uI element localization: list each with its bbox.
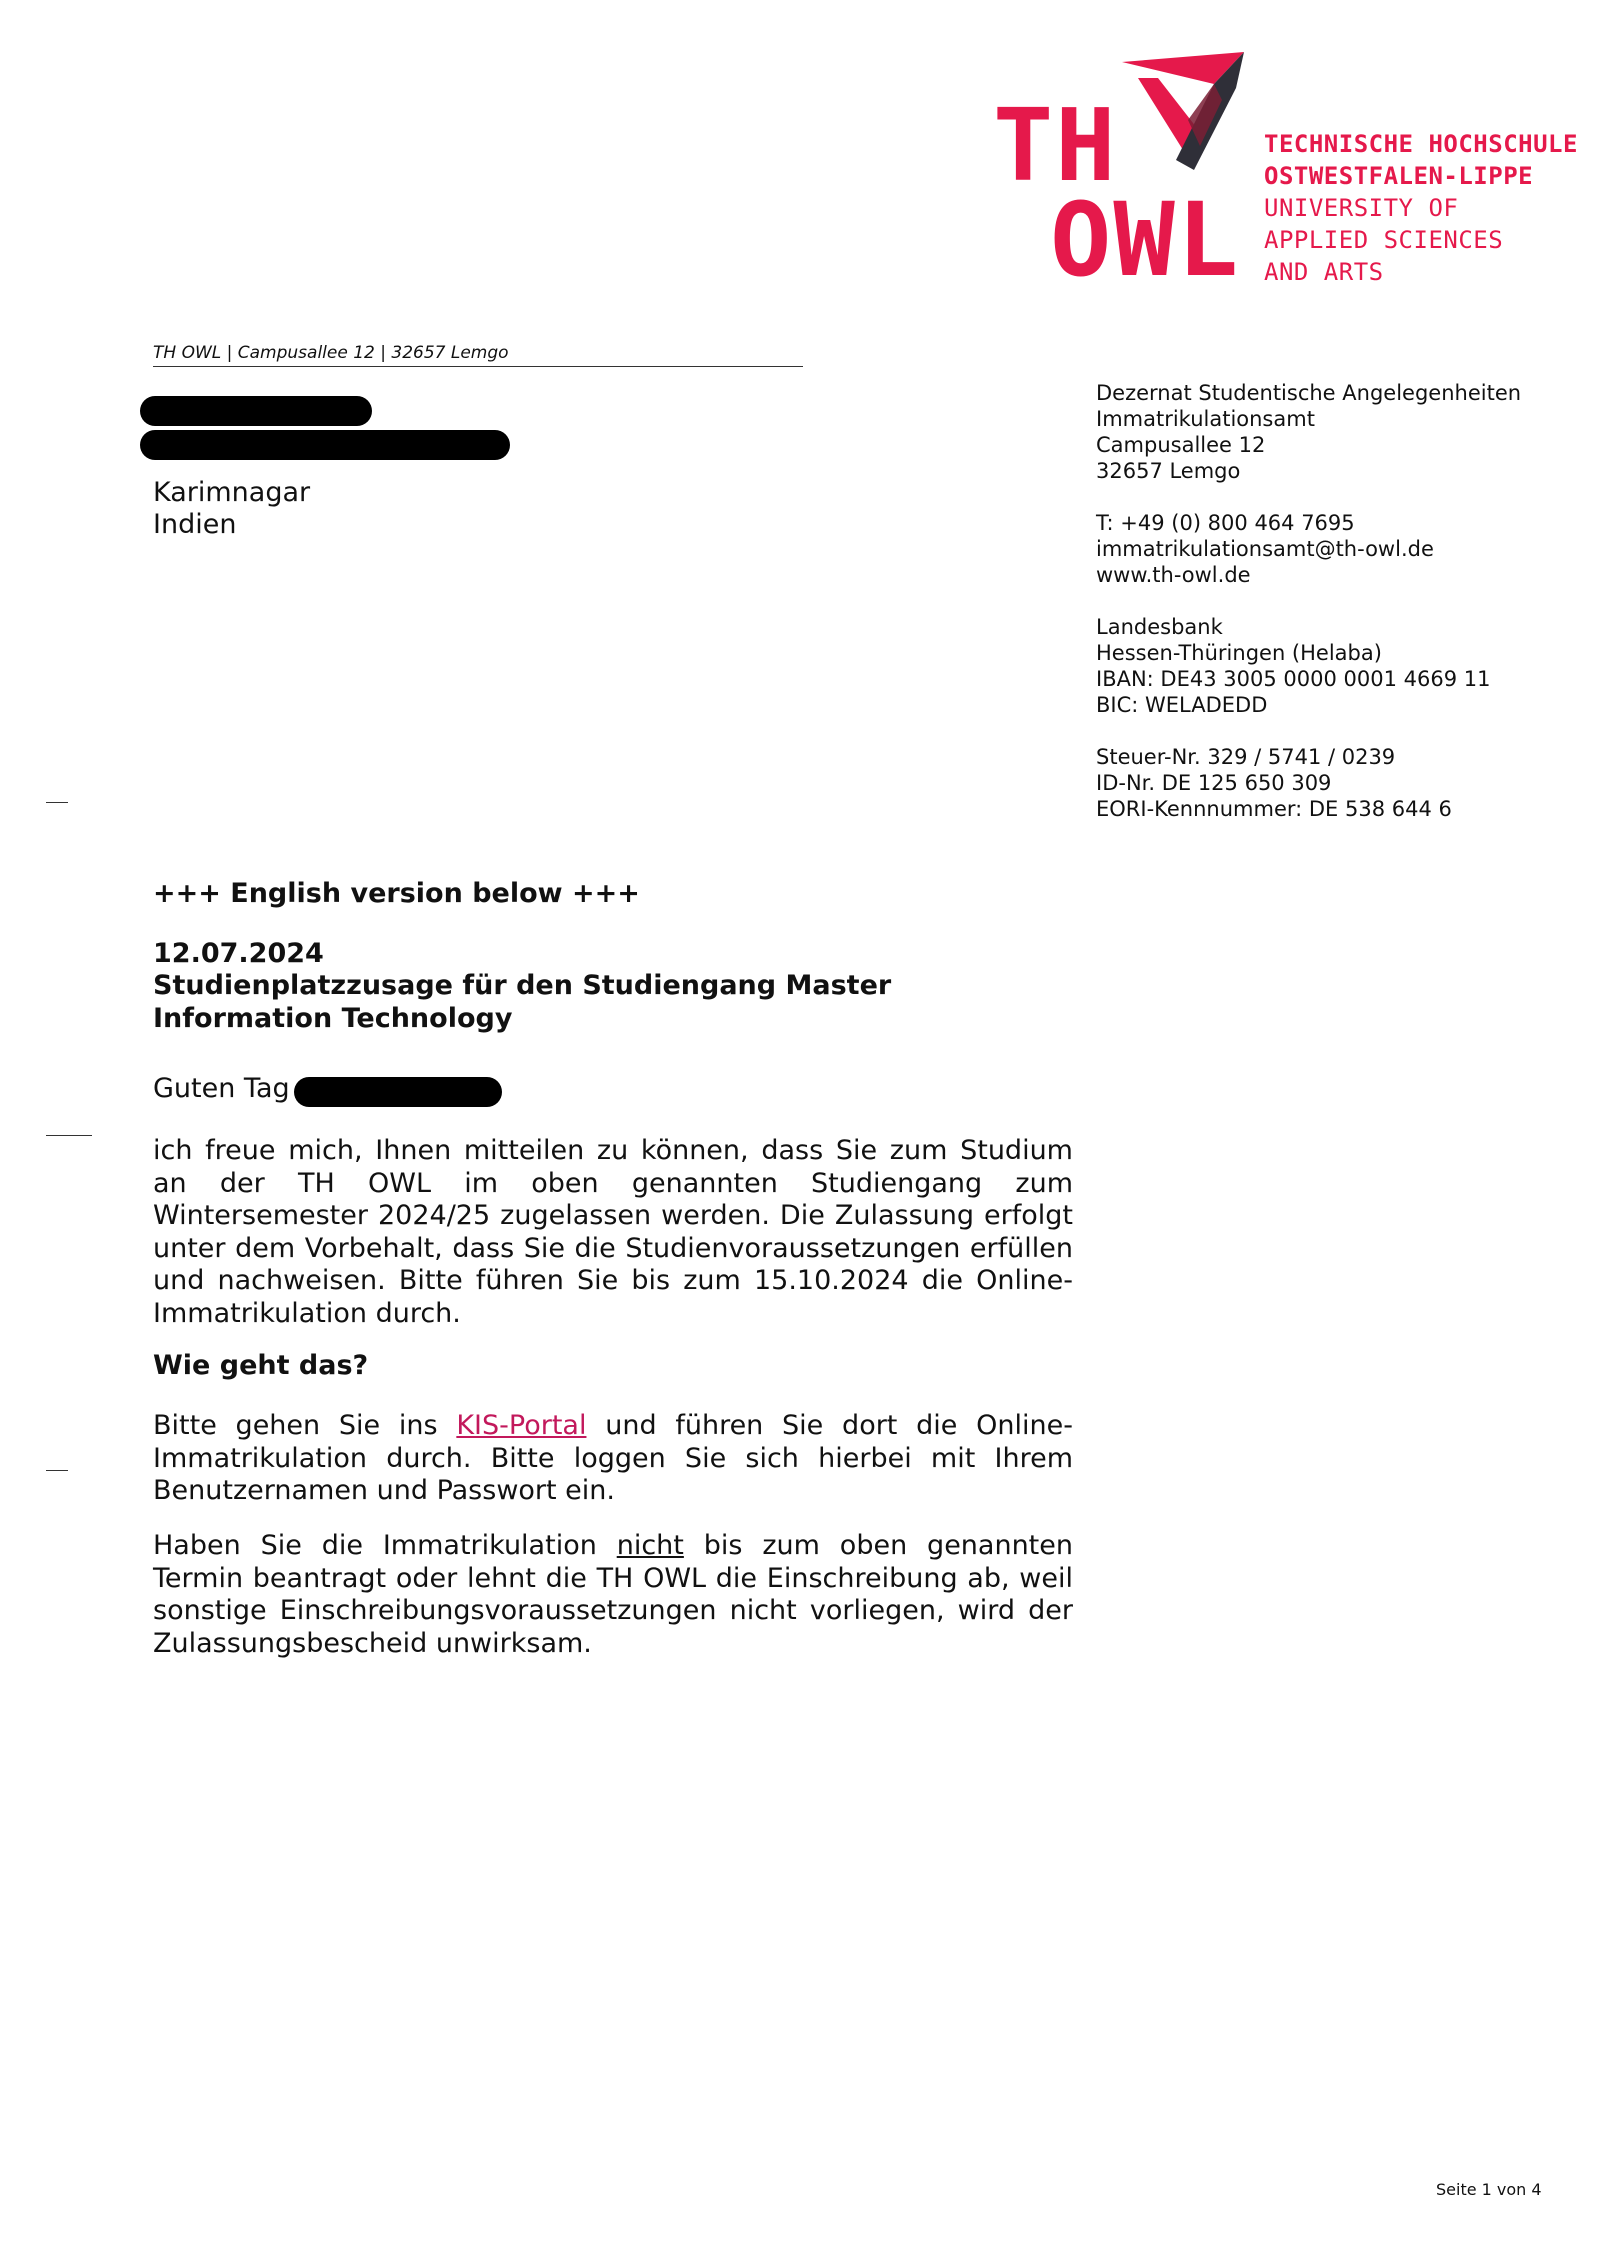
- page-number: Seite 1 von 4: [1436, 2180, 1542, 2199]
- redaction-mark: [140, 430, 510, 460]
- office-line: Dezernat Studentische Angelegenheiten: [1096, 381, 1522, 405]
- redaction-mark: [140, 396, 372, 426]
- tax-line: ID-Nr. DE 125 650 309: [1096, 771, 1332, 795]
- recipient-country: Indien: [153, 509, 237, 540]
- logo-line-4: APPLIED SCIENCES: [1264, 226, 1504, 254]
- logo-owl-wordmark: OWL: [1050, 181, 1241, 300]
- letter-date: 12.07.2024: [153, 938, 324, 969]
- office-line: Immatrikulationsamt: [1096, 407, 1315, 431]
- para3-text: bis zum oben genannten Termin beantragt oder lehnt die TH OWL die Einschreibung ab, weil sonstige Einschreibungsvoraussetzungen nicht vorliegen, wird der Zulassungsbescheid unwirksam.: [153, 1530, 1073, 1659]
- fold-mark: [46, 802, 68, 803]
- para2-text: Bitte gehen Sie ins: [153, 1410, 457, 1441]
- logo-line-3: UNIVERSITY OF: [1264, 194, 1459, 222]
- logo-institution-name: [1264, 128, 1578, 288]
- logo-th-wordmark: TH: [993, 87, 1118, 204]
- emphasis-not: nicht: [616, 1530, 684, 1561]
- para2-text: und führen Sie dort die Online-Immatrikulation durch. Bitte loggen Sie sich hierbei mit Ihrem Benutzernamen und Passwort ein.: [153, 1410, 1073, 1506]
- bank-block: [1096, 614, 1521, 718]
- sender-address-line: TH OWL | Campusallee 12 | 32657 Lemgo: [153, 343, 803, 367]
- tax-block: [1096, 744, 1521, 822]
- para3-text: Haben Sie die Immatrikulation: [153, 1530, 617, 1561]
- admission-paragraph: ich freue mich, Ihnen mitteilen zu können, dass Sie zum Studium an der TH OWL im oben genannten Studiengang zum Wintersemester 2024/25 zugelassen werden. Die Zulassung erfolgt unter dem Vorbehalt, dass Sie die Studienvoraussetzungen erfüllen und nachweisen. Bitte führen Sie bis zum 15.10.2024 die Online-Immatrikulation durch.: [153, 1135, 1073, 1329]
- bank-line: BIC: WELADEDD: [1096, 693, 1268, 717]
- logo-line-5: AND ARTS: [1264, 258, 1384, 286]
- bank-line: IBAN: DE43 3005 0000 0001 4669 11: [1096, 667, 1491, 691]
- logo-line-2: OSTWESTFALEN-LIPPE: [1264, 162, 1534, 190]
- tax-line: EORI-Kennnummer: DE 538 644 6: [1096, 797, 1452, 821]
- kis-portal-link[interactable]: KIS-Portal: [456, 1410, 587, 1441]
- deadline-paragraph: [153, 1530, 1073, 1660]
- greeting: [153, 1073, 1073, 1106]
- website-url: www.th-owl.de: [1096, 563, 1251, 587]
- email-address: immatrikulationsamt@th-owl.de: [1096, 537, 1434, 561]
- redaction-mark: [294, 1077, 502, 1107]
- contact-info-column: [1096, 380, 1521, 848]
- phone-number: T: +49 (0) 800 464 7695: [1096, 511, 1355, 535]
- logo-triangle-icon: [1118, 48, 1250, 174]
- section-heading: Wie geht das?: [153, 1350, 369, 1381]
- greeting-text: Guten Tag: [153, 1073, 290, 1104]
- office-line: Campusallee 12: [1096, 433, 1266, 457]
- bank-line: Landesbank: [1096, 615, 1223, 639]
- fold-mark: [46, 1470, 68, 1471]
- english-version-note: +++ English version below +++: [153, 878, 640, 909]
- logo-line-1: TECHNISCHE HOCHSCHULE: [1264, 130, 1578, 158]
- instructions-paragraph: [153, 1410, 1073, 1508]
- contact-block: [1096, 510, 1521, 588]
- fold-mark: [46, 1135, 92, 1136]
- tax-line: Steuer-Nr. 329 / 5741 / 0239: [1096, 745, 1396, 769]
- office-block: [1096, 380, 1521, 484]
- bank-line: Hessen-Thüringen (Helaba): [1096, 641, 1382, 665]
- letter-subject: Studienplatzzusage für den Studiengang Master Information Technology: [153, 970, 892, 1034]
- office-line: 32657 Lemgo: [1096, 459, 1241, 483]
- recipient-city: Karimnagar: [153, 477, 311, 508]
